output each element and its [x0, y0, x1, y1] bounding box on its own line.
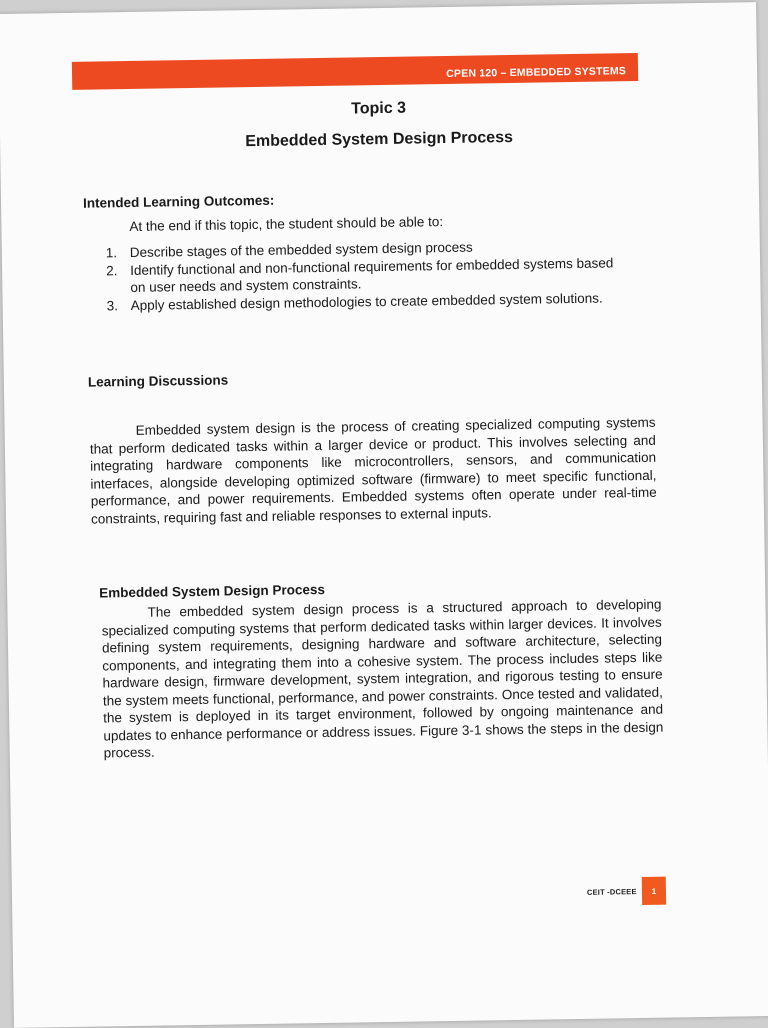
page-number-badge	[642, 877, 666, 905]
list-item-number: 2.	[106, 263, 118, 279]
outcomes-heading: Intended Learning Outcomes:	[82, 192, 275, 211]
list-item-number: 1.	[105, 245, 118, 261]
course-header-text: CPEN 120 – EMBEDDED SYSTEMS	[446, 65, 627, 80]
course-header-band	[72, 53, 638, 90]
outcomes-intro: At the end if this topic, the student should be able to:	[129, 214, 444, 234]
list-item-text: Apply established design methodologies to create embedded system solutions.	[130, 290, 603, 313]
list-item-text: Identify functional and non-functional requirements for embedded systems based on user needs and system constraints.	[130, 255, 614, 295]
list-item-number: 3.	[106, 298, 119, 314]
footer-department-label: CEIT -DCEEE	[586, 887, 637, 897]
learning-discussions-heading: Learning Discussions	[87, 372, 229, 390]
design-process-heading: Embedded System Design Process	[99, 581, 326, 601]
learning-discussions-paragraph: Embedded system design is the process of creating specialized computing systems that perform dedicated tasks within a larger device or product. This involves selecting and integrating hardware components like microcontrollers, sensors, and communication interfaces, alongside developing optimized software (firmware) to meet specific functional, performance, and power requirements. Embedded systems often operate under real-time constraints, requiring fast and reliable responses to external inputs.	[89, 414, 657, 527]
page-title: Embedded System Design Process	[245, 128, 514, 151]
document-page	[0, 2, 768, 1028]
design-process-paragraph: The embedded system design process is a structured approach to developing specialized computing systems that perform dedicated tasks within larger devices. It involves defining system requirements, designing hardware and software architecture, selecting components, and integrating them into a cohesive system. The process includes steps like hardware design, firmware development, system integration, and rigorous testing to ensure the system meets functional, performance, and power constraints. Once tested and validated, the system is deployed in its target environment, followed by ongoing maintenance and updates to enhance performance or address issues. Figure 3-1 shows the steps in the design process.	[101, 596, 664, 761]
list-item-text: Describe stages of the embedded system design process	[129, 239, 473, 260]
topic-number: Topic 3	[351, 99, 407, 118]
outcomes-list	[106, 236, 627, 315]
page-number: 1	[651, 886, 657, 896]
